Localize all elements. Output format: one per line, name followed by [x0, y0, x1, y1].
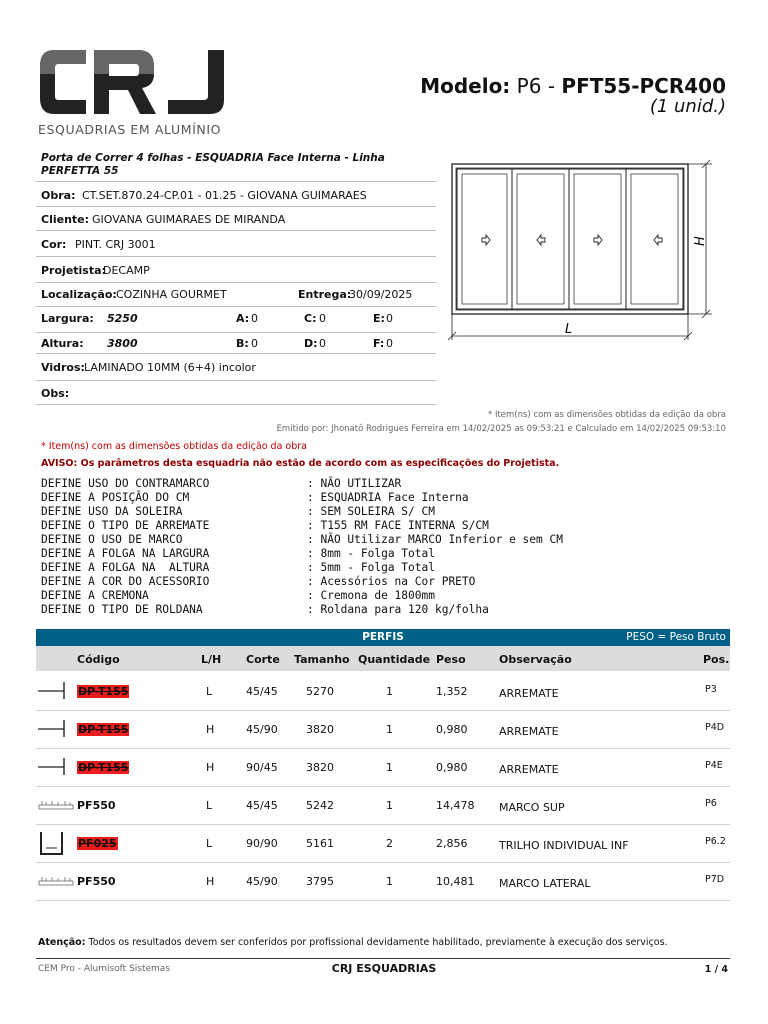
parameter-key: DEFINE A FOLGA NA LARGURA: [41, 547, 210, 560]
cell-peso: 0,980: [436, 761, 468, 774]
parameter-line: [41, 575, 563, 589]
right-star-note: * Item(ns) com as dimensões obtidas da edição da obra: [488, 410, 726, 420]
page-number: 1 / 4: [704, 964, 728, 975]
cell-observacao: ARREMATE: [499, 725, 559, 738]
model-separator: -: [541, 74, 562, 98]
parameter-key: DEFINE O USO DE MARCO: [41, 533, 183, 546]
cell-codigo: DP-T155: [78, 685, 129, 698]
altura-label: Altura:: [41, 337, 84, 350]
cell-peso: 1,352: [436, 685, 468, 698]
cor-value: PINT. CRJ 3001: [75, 238, 156, 251]
door-drawing: [444, 158, 720, 344]
cell-tamanho: 3820: [306, 723, 334, 736]
parameter-line: [41, 603, 563, 617]
parameter-value: : NÃO Utilizar MARCO Inferior e sem CM: [307, 533, 563, 546]
b-value: 0: [251, 337, 258, 350]
parameter-line: [41, 589, 563, 603]
cell-pos: P6.2: [705, 836, 726, 847]
cell-peso: 2,856: [436, 837, 468, 850]
vidros-value: LAMINADO 10MM (6+4) incolor: [84, 361, 256, 374]
parameters-list: [41, 477, 563, 617]
entrega-label: Entrega:: [298, 288, 352, 301]
parameter-value: : NÃO UTILIZAR: [307, 477, 402, 490]
table-row: [36, 862, 730, 901]
parameter-value: : Acessórios na Cor PRETO: [307, 575, 476, 588]
table-row: [36, 786, 730, 825]
emitido-note: Emitido por: Jhonatô Rodrigues Ferreira em 14/02/2025 as 09:53:21 e Calculado em 14/02/2025 09:53:10: [276, 424, 726, 434]
footer-divider: [36, 958, 730, 959]
aviso-warning: AVISO: Os parâmetros desta esquadria não estão de acordo com as especificações do Projetista.: [41, 458, 560, 469]
cell-observacao: MARCO LATERAL: [499, 877, 591, 890]
perfis-header: [36, 646, 730, 671]
marco-profile-icon: [38, 875, 74, 890]
atencao-text: Todos os resultados devem ser conferidos por profissional devidamente habilitado, previamente à execução dos serviços.: [88, 937, 668, 948]
parameter-value: : ESQUADRIA Face Interna: [307, 491, 469, 504]
perfis-title: PERFIS: [362, 631, 404, 643]
cor-label: Cor:: [41, 238, 67, 251]
parameter-key: DEFINE A POSIÇÃO DO CM: [41, 491, 190, 504]
parameter-key: DEFINE O TIPO DE ARREMATE: [41, 519, 210, 532]
obra-label: Obra:: [41, 189, 76, 202]
header-lh: L/H: [201, 653, 222, 666]
row-projetista: [36, 256, 436, 283]
cell-tamanho: 5161: [306, 837, 334, 850]
parameter-line: [41, 547, 563, 561]
parameter-line: [41, 519, 563, 533]
altura-value: 3800: [107, 337, 138, 350]
cell-lh: L: [206, 685, 213, 698]
cell-observacao: MARCO SUP: [499, 801, 565, 814]
cell-quantidade: 2: [386, 837, 393, 850]
red-star-note: * Item(ns) com as dimensões obtidas da edição da obra: [41, 441, 307, 452]
e-label: E:: [373, 312, 385, 325]
parameter-line: [41, 561, 563, 575]
f-label: F:: [373, 337, 385, 350]
parameter-key: DEFINE A FOLGA NA ALTURA: [41, 561, 210, 574]
projetista-label: Projetista:: [41, 264, 106, 277]
cell-observacao: ARREMATE: [499, 763, 559, 776]
arremate-profile-icon: [38, 756, 68, 779]
vidros-label: Vidros:: [41, 361, 85, 374]
largura-value: 5250: [107, 312, 138, 325]
model-label: Modelo:: [420, 74, 511, 98]
cell-quantidade: 1: [386, 685, 393, 698]
cell-codigo: DP-T155: [78, 761, 129, 774]
row-obs: [36, 380, 436, 405]
parameter-line: [41, 505, 563, 519]
b-label: B:: [236, 337, 249, 350]
cell-observacao: ARREMATE: [499, 687, 559, 700]
crj-logo: [38, 44, 228, 120]
parameter-value: : Roldana para 120 kg/folha: [307, 603, 489, 616]
atencao-note: [38, 937, 668, 948]
header-corte: Corte: [246, 653, 280, 666]
row-altura: [36, 332, 436, 354]
header-observacao: Observação: [499, 653, 572, 666]
localizacao-value: COZINHA GOURMET: [116, 288, 227, 301]
row-vidros: [36, 353, 436, 381]
parameter-key: DEFINE O TIPO DE ROLDANA: [41, 603, 203, 616]
footer-company: CRJ ESQUADRIAS: [331, 962, 437, 975]
cell-lh: H: [206, 761, 215, 774]
cell-codigo: PF025: [78, 837, 117, 850]
row-cor: [36, 230, 436, 257]
parameter-value: : SEM SOLEIRA S/ CM: [307, 505, 435, 518]
cell-lh: L: [206, 799, 213, 812]
parameter-key: DEFINE A CREMONA: [41, 589, 149, 602]
cell-tamanho: 5242: [306, 799, 334, 812]
cell-peso: 10,481: [436, 875, 475, 888]
header-codigo: Código: [77, 653, 120, 666]
cell-quantidade: 1: [386, 799, 393, 812]
marco-profile-icon: [38, 799, 74, 814]
row-localizacao: [36, 282, 436, 307]
largura-label: Largura:: [41, 312, 94, 325]
cell-quantidade: 1: [386, 875, 393, 888]
cell-codigo: PF550: [77, 799, 116, 812]
cell-quantidade: 1: [386, 723, 393, 736]
parameter-line: [41, 477, 563, 491]
parameter-value: : 5mm - Folga Total: [307, 561, 435, 574]
header-tamanho: Tamanho: [294, 653, 350, 666]
perfis-title-bar: [36, 629, 730, 646]
model-name: PFT55-PCR400: [561, 74, 726, 98]
cell-tamanho: 3795: [306, 875, 334, 888]
cell-codigo: PF550: [77, 875, 116, 888]
cell-corte: 45/45: [246, 685, 278, 698]
brand-subtitle: ESQUADRIAS EM ALUMÍNIO: [38, 122, 222, 137]
table-row: [36, 710, 730, 749]
height-dim-label: H: [693, 236, 708, 246]
a-value: 0: [251, 312, 258, 325]
cliente-value: GIOVANA GUIMARAES DE MIRANDA: [92, 213, 286, 226]
model-quantity: (1 unid.): [649, 96, 726, 117]
table-row: [36, 824, 730, 863]
cell-lh: H: [206, 875, 215, 888]
footer-software: CEM Pro - Alumisoft Sistemas: [38, 964, 171, 974]
cell-corte: 45/90: [246, 723, 278, 736]
width-dim-label: L: [565, 322, 573, 337]
table-row: [36, 672, 730, 711]
trilho-profile-icon: [38, 830, 68, 859]
parameter-key: DEFINE USO DO CONTRAMARCO: [41, 477, 210, 490]
localizacao-label: Localização:: [41, 288, 117, 301]
cell-pos: P6: [705, 798, 717, 809]
entrega-value: 30/09/2025: [349, 288, 413, 301]
obra-value: CT.SET.870.24-CP.01 - 01.25 - GIOVANA GUIMARAES: [82, 189, 367, 202]
cliente-label: Cliente:: [41, 213, 90, 226]
product-description: Porta de Correr 4 folhas - ESQUADRIA Face Interna - Linha PERFETTA 55: [41, 152, 385, 177]
row-obra: [36, 182, 436, 207]
cell-lh: H: [206, 723, 215, 736]
cell-pos: P7D: [705, 874, 725, 885]
f-value: 0: [386, 337, 393, 350]
d-value: 0: [319, 337, 326, 350]
header-pos: Pos.: [703, 653, 730, 666]
cell-peso: 0,980: [436, 723, 468, 736]
cell-corte: 90/45: [246, 761, 278, 774]
peso-note: PESO = Peso Bruto: [626, 631, 726, 643]
table-row: [36, 748, 730, 787]
arremate-profile-icon: [38, 718, 68, 741]
row-largura: [36, 306, 436, 333]
header-peso: Peso: [436, 653, 466, 666]
cell-peso: 14,478: [436, 799, 475, 812]
parameter-value: : 8mm - Folga Total: [307, 547, 435, 560]
parameter-key: DEFINE USO DA SOLEIRA: [41, 505, 183, 518]
parameter-key: DEFINE A COR DO ACESSORIO: [41, 575, 210, 588]
cell-corte: 45/45: [246, 799, 278, 812]
row-cliente: [36, 206, 436, 231]
cell-quantidade: 1: [386, 761, 393, 774]
cell-pos: P4D: [705, 722, 725, 733]
cell-observacao: TRILHO INDIVIDUAL INF: [499, 839, 629, 852]
model-title: [420, 74, 726, 98]
c-value: 0: [319, 312, 326, 325]
slide-arrows: [482, 235, 662, 245]
model-code: P6: [516, 74, 542, 98]
arremate-profile-icon: [38, 680, 68, 703]
obs-label: Obs:: [41, 387, 70, 400]
parameter-value: : T155 RM FACE INTERNA S/CM: [307, 519, 489, 532]
d-label: D:: [304, 337, 318, 350]
cell-pos: P4E: [705, 760, 723, 771]
parameter-value: : Cremona de 1800mm: [307, 589, 435, 602]
e-value: 0: [386, 312, 393, 325]
cell-tamanho: 5270: [306, 685, 334, 698]
header-quantidade: Quantidade: [358, 653, 431, 666]
cell-tamanho: 3820: [306, 761, 334, 774]
parameter-line: [41, 533, 563, 547]
c-label: C:: [304, 312, 317, 325]
cell-corte: 45/90: [246, 875, 278, 888]
parameter-line: [41, 491, 563, 505]
cell-pos: P3: [705, 684, 717, 695]
cell-lh: L: [206, 837, 213, 850]
cell-codigo: DP-T155: [78, 723, 129, 736]
cell-corte: 90/90: [246, 837, 278, 850]
atencao-label: Atenção:: [38, 937, 86, 948]
a-label: A:: [236, 312, 250, 325]
projetista-value: DECAMP: [103, 264, 150, 277]
